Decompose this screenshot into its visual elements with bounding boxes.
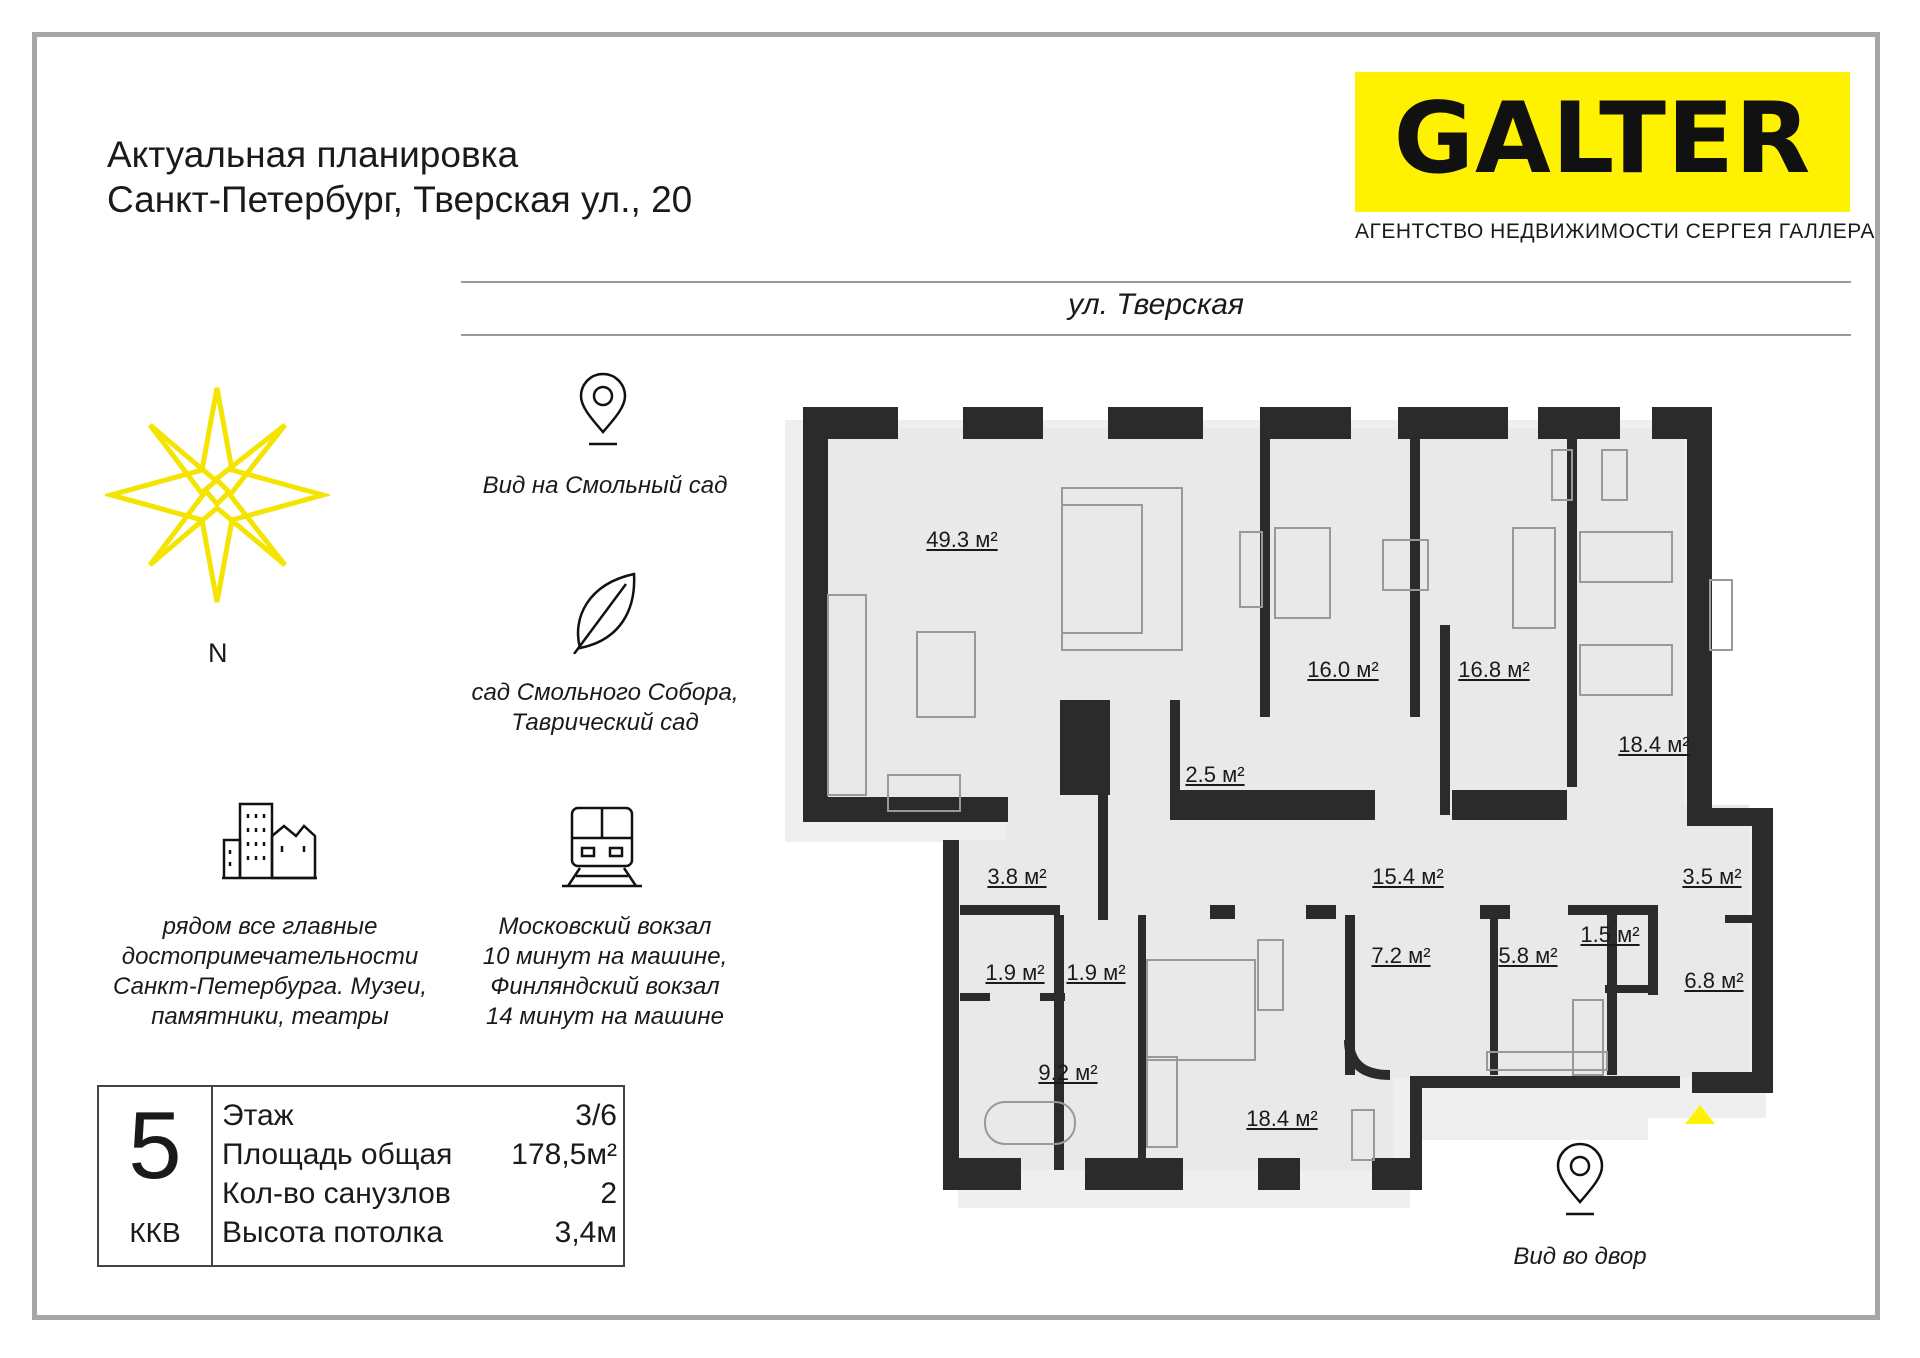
summary-value: 2 — [600, 1177, 617, 1210]
summary-label: Площадь общая — [222, 1138, 453, 1171]
summary-value: 3,4м — [554, 1216, 617, 1249]
yard-view-label: Вид во двор — [1513, 1243, 1647, 1270]
title-line-2: Санкт-Петербург, Тверская ул., 20 — [107, 179, 693, 220]
title-line-1: Актуальная планировка — [107, 134, 519, 175]
summary-value: 178,5м² — [511, 1138, 617, 1171]
area-label: 1.9 м² — [1066, 960, 1126, 985]
feature-text: Вид на Смольный сад — [482, 472, 728, 499]
feature-text: рядом все главные — [162, 913, 378, 940]
area-label: 49.3 м² — [926, 527, 998, 552]
area-label: 6.8 м² — [1684, 968, 1744, 993]
summary-label: Этаж — [222, 1099, 294, 1132]
summary-label: Высота потолка — [222, 1216, 444, 1249]
feature-text: 10 минут на машине, — [482, 943, 728, 970]
logo-tagline: АГЕНТСТВО НЕДВИЖИМОСТИ СЕРГЕЯ ГАЛЛЕРА — [1355, 220, 1875, 243]
area-label: 18.4 м² — [1246, 1106, 1318, 1131]
rooms-label: ККВ — [129, 1217, 181, 1248]
feature-text: Санкт-Петербурга. Музеи, — [113, 973, 427, 1000]
area-label: 3.5 м² — [1682, 864, 1742, 889]
feature-text: 14 минут на машине — [486, 1003, 724, 1030]
area-label: 3.8 м² — [987, 864, 1047, 889]
feature-text: сад Смольного Собора, — [471, 679, 739, 706]
area-label: 5.8 м² — [1498, 943, 1558, 968]
summary-label: Кол-во санузлов — [222, 1177, 451, 1210]
north-label: N — [208, 638, 228, 668]
location-pin-icon — [1552, 1142, 1608, 1220]
summary-value: 3/6 — [575, 1099, 617, 1132]
logo-wordmark: GALTER — [1393, 82, 1812, 196]
feature-text: памятники, театры — [151, 1003, 389, 1030]
feature-text: достопримечательности — [121, 943, 419, 970]
area-label: 18.4 м² — [1618, 732, 1690, 757]
area-label: 1.9 м² — [985, 960, 1045, 985]
area-label: 1.5 м² — [1580, 922, 1640, 947]
feature-text: Московский вокзал — [498, 913, 712, 940]
area-label: 2.5 м² — [1185, 762, 1245, 787]
area-label: 7.2 м² — [1371, 943, 1431, 968]
area-label: 16.8 м² — [1458, 657, 1530, 682]
area-label: 9.2 м² — [1038, 1060, 1098, 1085]
rooms-number: 5 — [128, 1092, 182, 1199]
street-label: ул. Тверская — [1068, 288, 1244, 321]
feature-text: Финляндский вокзал — [490, 973, 720, 1000]
area-label: 15.4 м² — [1372, 864, 1444, 889]
area-label: 16.0 м² — [1307, 657, 1379, 682]
feature-text: Таврический сад — [511, 709, 699, 736]
